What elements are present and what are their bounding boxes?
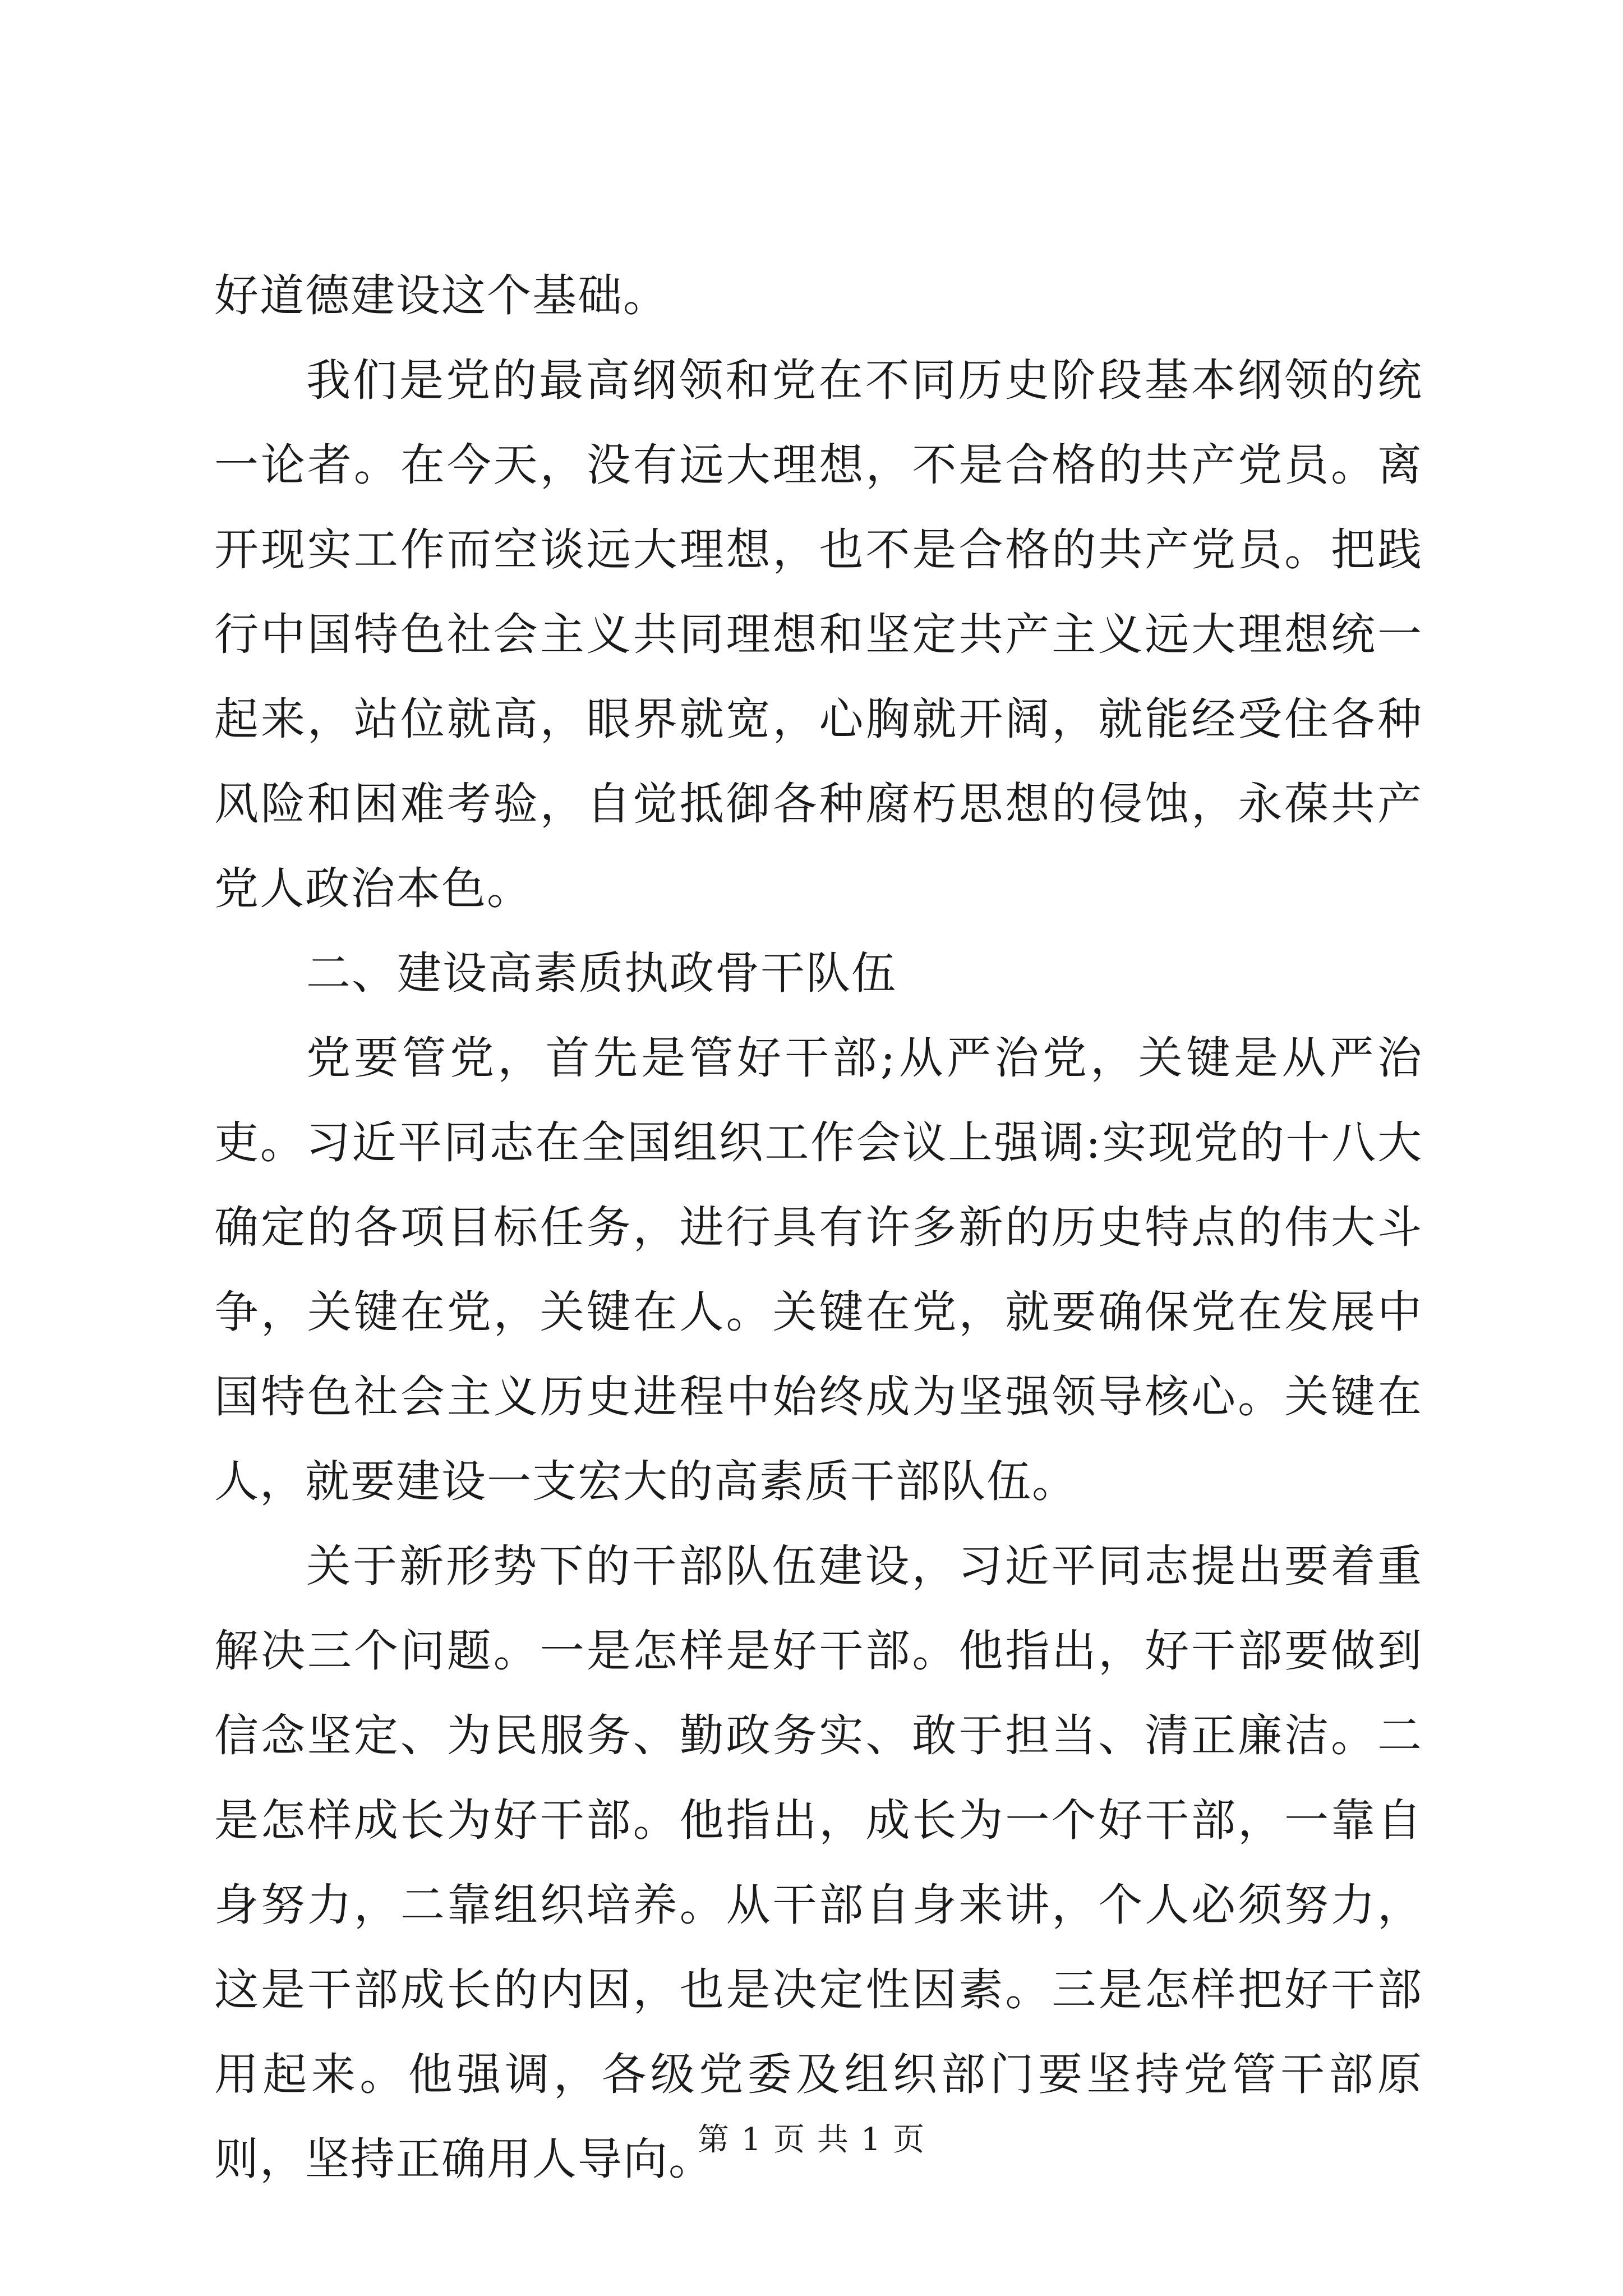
paragraph-2: 我们是党的最高纲领和党在不同历史阶段基本纲领的统一论者。在今天，没有远大理想，不是合格的共产党员。离开现实工作而空谈远大理想，也不是合格的共产党员。把践行中国特色社会主义共同理想和坚定共产主义远大理想统一起来，站位就高，眼界就宽，心胸就开阔，就能经受住各种风险和困难考验，自觉抵御各种腐朽思想的侵蚀，永葆共产党人政治本色。 <box>214 355 1423 914</box>
body-text <box>214 254 1423 2202</box>
paragraph-1: 好道德建设这个基础。 <box>214 270 668 321</box>
page-footer: 第 1 页 共 1 页 <box>697 2122 926 2158</box>
paragraph-3: 党要管党，首先是管好干部;从严治党，关键是从严治吏。习近平同志在全国组织工作会议上强调:实现党的十八大确定的各项目标任务，进行具有许多新的历史特点的伟大斗争，关键在党，关键在人。关键在党，就要确保党在发展中国特色社会主义历史进程中始终成为坚强领导核心。关键在人，就要建设一支宏大的高素质干部队伍。 <box>214 1032 1423 1507</box>
paragraph-4: 关于新形势下的干部队伍建设，习近平同志提出要着重解决三个问题。一是怎样是好干部。他指出，好干部要做到信念坚定、为民服务、勤政务实、敢于担当、清正廉洁。二是怎样成长为好干部。他指出，成长为一个好干部，一靠自身努力，二靠组织培养。从干部自身来讲，个人必须努力，这是干部成长的内因，也是决定性因素。三是怎样把好干部用起来。他强调，各级党委及组织部门要坚持党管干部原则，坚持正确用人导向。 <box>214 1540 1423 2185</box>
section-heading: 二、建设高素质执政骨干队伍 <box>306 947 897 999</box>
